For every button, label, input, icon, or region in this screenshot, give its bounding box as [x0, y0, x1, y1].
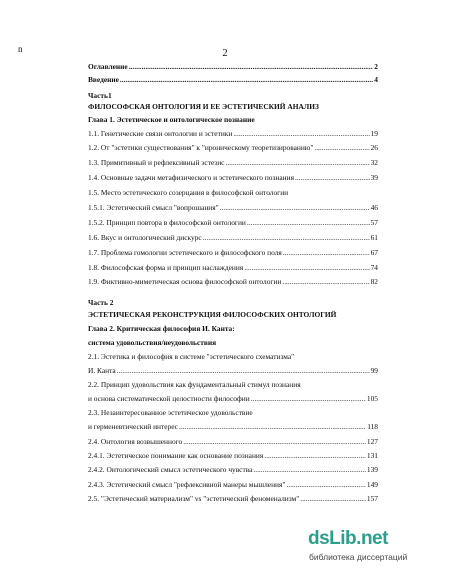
toc-entry[interactable] — [88, 392, 378, 405]
dot-leader — [244, 261, 369, 274]
page-number: 2 — [222, 48, 228, 59]
dot-leader — [179, 420, 366, 433]
chapter2-subtitle: система удовольствия/неудовольствия — [88, 338, 217, 347]
dot-leader — [314, 141, 369, 154]
toc-entry-text: 1.6. Вкус и онтологический дискурс — [88, 233, 202, 242]
toc-entry-text: 1.7. Проблема гомологии эстетического и философского поля — [88, 248, 282, 257]
toc-entry-text: 1.5.2. Принцип повтора в философской онтологии — [88, 218, 246, 227]
toc-entry-text: 2.4.2. Онтологический смысл эстетического чувства — [88, 465, 253, 474]
part1-label: Часть1 — [88, 91, 112, 100]
toc-entry[interactable] — [88, 435, 378, 448]
toc-entry[interactable] — [88, 378, 378, 391]
dot-leader — [233, 127, 369, 140]
toc-entry-text: 1.4. Основные задачи метафизического и эстетического познания — [88, 173, 294, 182]
toc-entry-text: 2.4. Онтология возвышенного — [88, 437, 183, 446]
dot-leader — [295, 171, 370, 184]
toc-entry-page: 149 — [366, 480, 378, 489]
dot-leader — [264, 449, 366, 462]
toc-entry-page: 127 — [366, 437, 378, 446]
toc-entry-page: 61 — [370, 233, 378, 242]
toc-entry-contents[interactable]: Оглавление ..... 2 — [88, 60, 378, 73]
toc-entry-text: 2.3. Незаинтересованное эстетическое удовольствие — [88, 408, 253, 417]
toc-entry[interactable] — [88, 141, 378, 154]
dot-leader — [203, 231, 370, 244]
dslib-watermark — [308, 528, 428, 568]
toc-entry-page: 74 — [370, 263, 378, 272]
toc-entry[interactable] — [88, 186, 378, 199]
toc-entry-page: 105 — [366, 394, 378, 403]
chapter2-title: Глава 2. Критическая философия И. Канта: — [88, 324, 235, 333]
toc-entry[interactable] — [88, 231, 378, 244]
toc-entry[interactable] — [88, 420, 378, 433]
toc-entry-text: 2.1. Эстетика и философия в системе "эстетического схематизма" — [88, 352, 295, 361]
dot-leader — [300, 492, 366, 505]
toc-entry-text: И. Канта — [88, 366, 116, 375]
toc-entry[interactable] — [88, 246, 378, 259]
part2-label: Часть 2 — [88, 298, 114, 307]
toc-entry[interactable] — [88, 350, 378, 363]
toc-entry-page: 131 — [366, 451, 378, 460]
toc-entry[interactable] — [88, 201, 378, 214]
dot-leader — [247, 216, 370, 229]
toc-entry-page: 32 — [370, 158, 378, 167]
chapter1-title: Глава 1. Эстетическое и онтологическое познание — [88, 115, 255, 124]
toc-entry-page: 99 — [370, 366, 378, 375]
toc-entry-page: 19 — [370, 129, 378, 138]
toc-entry-text: 2.4.3. Эстетический смысл "рефлексивной манеры мышления" — [88, 480, 286, 489]
dot-leader — [251, 392, 366, 405]
toc-entry-text: 1.5. Место эстетического созерцания в философской онтологии — [88, 188, 289, 197]
dslib-logo: dsLib.net — [308, 528, 388, 549]
toc-entry-page: 118 — [367, 422, 378, 431]
dot-leader — [283, 246, 370, 259]
toc-entry[interactable] — [88, 156, 378, 169]
toc-entry[interactable] — [88, 449, 378, 462]
toc-entry-page: 39 — [370, 173, 378, 182]
toc-entry-text: и герменевтический интерес — [88, 422, 178, 431]
toc-entry[interactable] — [88, 171, 378, 184]
toc-entry[interactable] — [88, 492, 378, 505]
toc-entry[interactable] — [88, 478, 378, 491]
dot-leader — [282, 275, 369, 288]
corner-mark: n — [18, 44, 23, 54]
toc-entry-text: 1.9. Фиктивно-миметическая основа философской онтологии — [88, 277, 282, 286]
toc-entry-intro[interactable]: Введение ..... 4 — [88, 73, 378, 86]
part2-title: ЭСТЕТИЧЕСКАЯ РЕКОНСТРУКЦИЯ ФИЛОСОФСКИХ ОНТОЛОГИЙ — [88, 310, 337, 319]
toc-entry[interactable] — [88, 364, 378, 377]
part1-title: ФИЛОСОФСКАЯ ОНТОЛОГИЯ И ЕЕ ЭСТЕТИЧЕСКИЙ АНАЛИЗ — [88, 102, 319, 111]
toc-entry[interactable] — [88, 275, 378, 288]
toc-entry-text: и основа систематической целостности философии — [88, 394, 250, 403]
dot-leader — [286, 478, 366, 491]
toc-entry-page: 57 — [370, 218, 378, 227]
dot-leader — [117, 364, 370, 377]
dot-leader — [253, 463, 366, 476]
toc-entry-text: 1.5.1. Эстетический смысл "вопрошания" — [88, 203, 219, 212]
toc-entry-page: 139 — [366, 465, 378, 474]
toc-entry-page: 26 — [370, 143, 378, 152]
toc-entry-text: 2.5. "Эстетический материализм" vs "эстетический феноменализм" — [88, 494, 300, 503]
toc-entry-text: 1.2. От "эстетики существования" к "ироническому теоретизированию" — [88, 143, 314, 152]
toc-entry[interactable] — [88, 261, 378, 274]
toc-entry-text: 2.4.1. Эстетическое понимание как основание познания — [88, 451, 264, 460]
toc-entry-text: 1.8. Философская форма и принцип наслаждения — [88, 263, 244, 272]
toc-entry[interactable] — [88, 216, 378, 229]
toc-entry-text: 2.2. Принцип удовольствия как фундаментальный стимул познания — [88, 380, 301, 389]
toc-entry[interactable] — [88, 463, 378, 476]
dot-leader — [220, 201, 370, 214]
dot-leader — [225, 156, 369, 169]
toc-entry-page: 82 — [370, 277, 378, 286]
dslib-subtitle: библиотека диссертаций — [309, 552, 408, 562]
toc-entry[interactable] — [88, 127, 378, 140]
toc-entry-page: 67 — [370, 248, 378, 257]
toc-entry-page: 157 — [366, 494, 378, 503]
toc-entry-text: 1.1. Генетические связи онтологии и эстетики — [88, 129, 233, 138]
toc-entry-text: 1.3. Примитивный и рефлексивный эстезис — [88, 158, 225, 167]
dot-leader — [183, 435, 366, 448]
toc-entry-page: 46 — [370, 203, 378, 212]
toc-entry[interactable] — [88, 406, 378, 419]
